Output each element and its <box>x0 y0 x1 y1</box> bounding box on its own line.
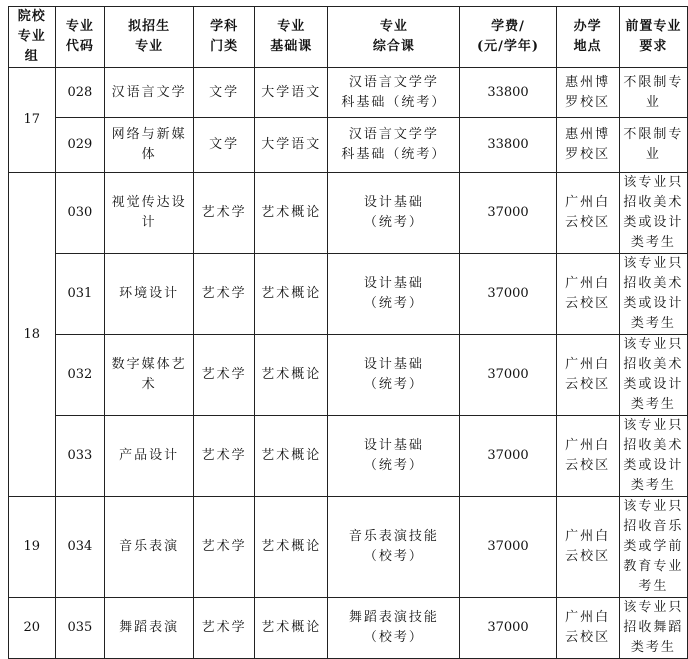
subject-category: 文学 <box>193 68 254 118</box>
prerequisite: 该专业只 招收美术 类或设计 类考生 <box>619 335 687 416</box>
tuition-fee: 33800 <box>460 68 556 118</box>
comprehensive-course: 舞蹈表演技能 （校考） <box>328 598 460 659</box>
campus-location: 广州白 云校区 <box>556 598 619 659</box>
prerequisite: 该专业只 招收音乐 类或学前 教育专业 考生 <box>619 497 687 598</box>
tuition-fee: 37000 <box>460 598 556 659</box>
header-fee: 学费/ (元/学年) <box>460 7 556 68</box>
campus-location: 广州白 云校区 <box>556 497 619 598</box>
major-name: 环境设计 <box>105 254 194 335</box>
subject-category: 文学 <box>193 118 254 173</box>
basic-course: 艺术概论 <box>255 416 328 497</box>
tuition-fee: 37000 <box>460 335 556 416</box>
group-number: 19 <box>9 497 56 598</box>
header-basic-course: 专业 基础课 <box>255 7 328 68</box>
campus-location: 广州白 云校区 <box>556 416 619 497</box>
header-group: 院校 专业 组 <box>9 7 56 68</box>
table-row <box>9 416 688 497</box>
header-major: 拟招生 专业 <box>105 7 194 68</box>
basic-course: 大学语文 <box>255 118 328 173</box>
major-code: 031 <box>55 254 105 335</box>
table-row <box>9 254 688 335</box>
comprehensive-course: 汉语言文学学 科基础（统考） <box>328 68 460 118</box>
basic-course: 艺术概论 <box>255 497 328 598</box>
tuition-fee: 33800 <box>460 118 556 173</box>
header-comprehensive-course: 专业 综合课 <box>328 7 460 68</box>
campus-location: 广州白 云校区 <box>556 335 619 416</box>
table-row <box>9 497 688 598</box>
prerequisite: 该专业只 招收美术 类或设计 类考生 <box>619 173 687 254</box>
prerequisite: 该专业只 招收美术 类或设计 类考生 <box>619 416 687 497</box>
header-row <box>9 7 688 68</box>
major-code: 029 <box>55 118 105 173</box>
table-row <box>9 598 688 659</box>
header-code: 专业 代码 <box>55 7 105 68</box>
major-name: 舞蹈表演 <box>105 598 194 659</box>
tuition-fee: 37000 <box>460 173 556 254</box>
subject-category: 艺术学 <box>193 173 254 254</box>
major-code: 035 <box>55 598 105 659</box>
major-name: 网络与新媒 体 <box>105 118 194 173</box>
tuition-fee: 37000 <box>460 254 556 335</box>
prerequisite: 该专业只 招收美术 类或设计 类考生 <box>619 254 687 335</box>
comprehensive-course: 设计基础 （统考） <box>328 416 460 497</box>
table-row <box>9 68 688 118</box>
major-code: 028 <box>55 68 105 118</box>
tuition-fee: 37000 <box>460 416 556 497</box>
table-row <box>9 335 688 416</box>
campus-location: 惠州博 罗校区 <box>556 118 619 173</box>
header-category: 学科 门类 <box>193 7 254 68</box>
subject-category: 艺术学 <box>193 335 254 416</box>
basic-course: 艺术概论 <box>255 335 328 416</box>
campus-location: 惠州博 罗校区 <box>556 68 619 118</box>
group-number: 20 <box>9 598 56 659</box>
subject-category: 艺术学 <box>193 497 254 598</box>
campus-location: 广州白 云校区 <box>556 173 619 254</box>
basic-course: 艺术概论 <box>255 598 328 659</box>
comprehensive-course: 设计基础 （统考） <box>328 254 460 335</box>
major-name: 音乐表演 <box>105 497 194 598</box>
admission-table <box>8 6 688 659</box>
prerequisite: 该专业只 招收舞蹈 类考生 <box>619 598 687 659</box>
comprehensive-course: 设计基础 （统考） <box>328 335 460 416</box>
group-number: 18 <box>9 173 56 497</box>
tuition-fee: 37000 <box>460 497 556 598</box>
basic-course: 艺术概论 <box>255 173 328 254</box>
comprehensive-course: 音乐表演技能 （校考） <box>328 497 460 598</box>
subject-category: 艺术学 <box>193 254 254 335</box>
major-name: 产品设计 <box>105 416 194 497</box>
major-name: 数字媒体艺 术 <box>105 335 194 416</box>
major-code: 032 <box>55 335 105 416</box>
header-location: 办学 地点 <box>556 7 619 68</box>
basic-course: 大学语文 <box>255 68 328 118</box>
group-number: 17 <box>9 68 56 173</box>
major-code: 034 <box>55 497 105 598</box>
table-row <box>9 118 688 173</box>
table-row <box>9 173 688 254</box>
subject-category: 艺术学 <box>193 598 254 659</box>
prerequisite: 不限制专 业 <box>619 68 687 118</box>
major-name: 汉语言文学 <box>105 68 194 118</box>
comprehensive-course: 汉语言文学学 科基础（统考） <box>328 118 460 173</box>
basic-course: 艺术概论 <box>255 254 328 335</box>
comprehensive-course: 设计基础 （统考） <box>328 173 460 254</box>
campus-location: 广州白 云校区 <box>556 254 619 335</box>
header-requirement: 前置专业 要求 <box>619 7 687 68</box>
subject-category: 艺术学 <box>193 416 254 497</box>
prerequisite: 不限制专 业 <box>619 118 687 173</box>
admission-table-wrapper <box>8 6 688 659</box>
major-name: 视觉传达设 计 <box>105 173 194 254</box>
major-code: 033 <box>55 416 105 497</box>
major-code: 030 <box>55 173 105 254</box>
